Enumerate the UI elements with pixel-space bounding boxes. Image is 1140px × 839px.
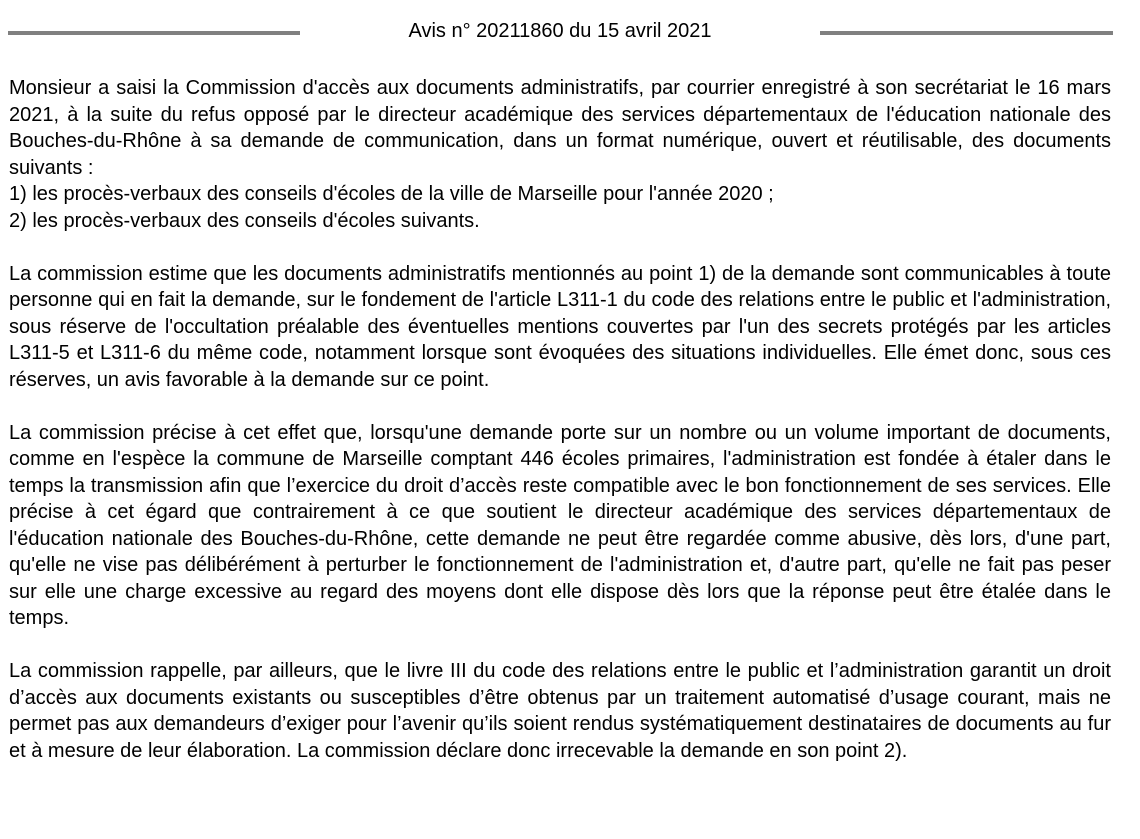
document-header bbox=[8, 17, 1113, 47]
paragraph-precision: La commission précise à cet effet que, lorsqu'une demande porte sur un nombre ou un volume important de documents, comme en l'espèce la commune de Marseille comptant 446 écoles primaires, l'administration est fondée à étaler dans le temps la transmission afin que l’exercice du droit d’accès reste compatible avec le bon fonctionnement de ses services. Elle précise à cet égard que contrairement à ce que soutient le directeur académique des services départementaux de l'éducation nationale des Bouches-du-Rhône, cette demande ne peut être regardée comme abusive, dès lors, d'une part, qu'elle ne vise pas délibérément à perturber le fonctionnement de l'administration et, d'autre part, qu'elle ne fait pas peser sur elle une charge excessive au regard des moyens dont elle dispose dès lors que la réponse peut être étalée dans le temps. bbox=[9, 421, 1111, 629]
page-title: Avis n° 20211860 du 15 avril 2021 bbox=[408, 20, 712, 42]
header-rule-left bbox=[8, 31, 300, 35]
header-rule-right bbox=[820, 31, 1113, 35]
paragraph-avis-point-2: La commission rappelle, par ailleurs, que le livre III du code des relations entre le public et l’administration garantit un droit d’accès aux documents existants ou susceptibles d’être obtenus par un traitement automatisé d’usage courant, mais ne permet pas aux demandeurs d’exiger pour l’avenir qu’ils soient rendus systématiquement destinataires de documents au fur et à mesure de leur élaboration. La commission déclare donc irrecevable la demande en son point 2). bbox=[9, 660, 1111, 762]
requested-item-2: 2) les procès-verbaux des conseils d'écoles suivants. bbox=[9, 209, 480, 232]
paragraph-saisine bbox=[9, 75, 1111, 234]
document-body bbox=[9, 75, 1111, 764]
paragraph-avis-point-1: La commission estime que les documents administratifs mentionnés au point 1) de la demande sont communicables à toute personne qui en fait la demande, sur le fondement de l'article L311-1 du code des relations entre le public et l'administration, sous réserve de l'occultation préalable des éventuelles mentions couvertes par l'un des secrets protégés par les articles L311-5 et L311-6 du même code, notamment lorsque sont évoquées des situations individuelles. Elle émet donc, sous ces réserves, un avis favorable à la demande sur ce point. bbox=[9, 262, 1111, 391]
requested-item-1: 1) les procès-verbaux des conseils d'écoles de la ville de Marseille pour l'année 2020 ; bbox=[9, 183, 774, 205]
saisine-intro: Monsieur a saisi la Commission d'accès aux documents administratifs, par courrier enregistré à son secrétariat le 16 mars 2021, à la suite du refus opposé par le directeur académique des services départementaux de l'éducation nationale des Bouches-du-Rhône à sa demande de communication, dans un format numérique, ouvert et réutilisable, des documents suivants : bbox=[9, 77, 1111, 179]
